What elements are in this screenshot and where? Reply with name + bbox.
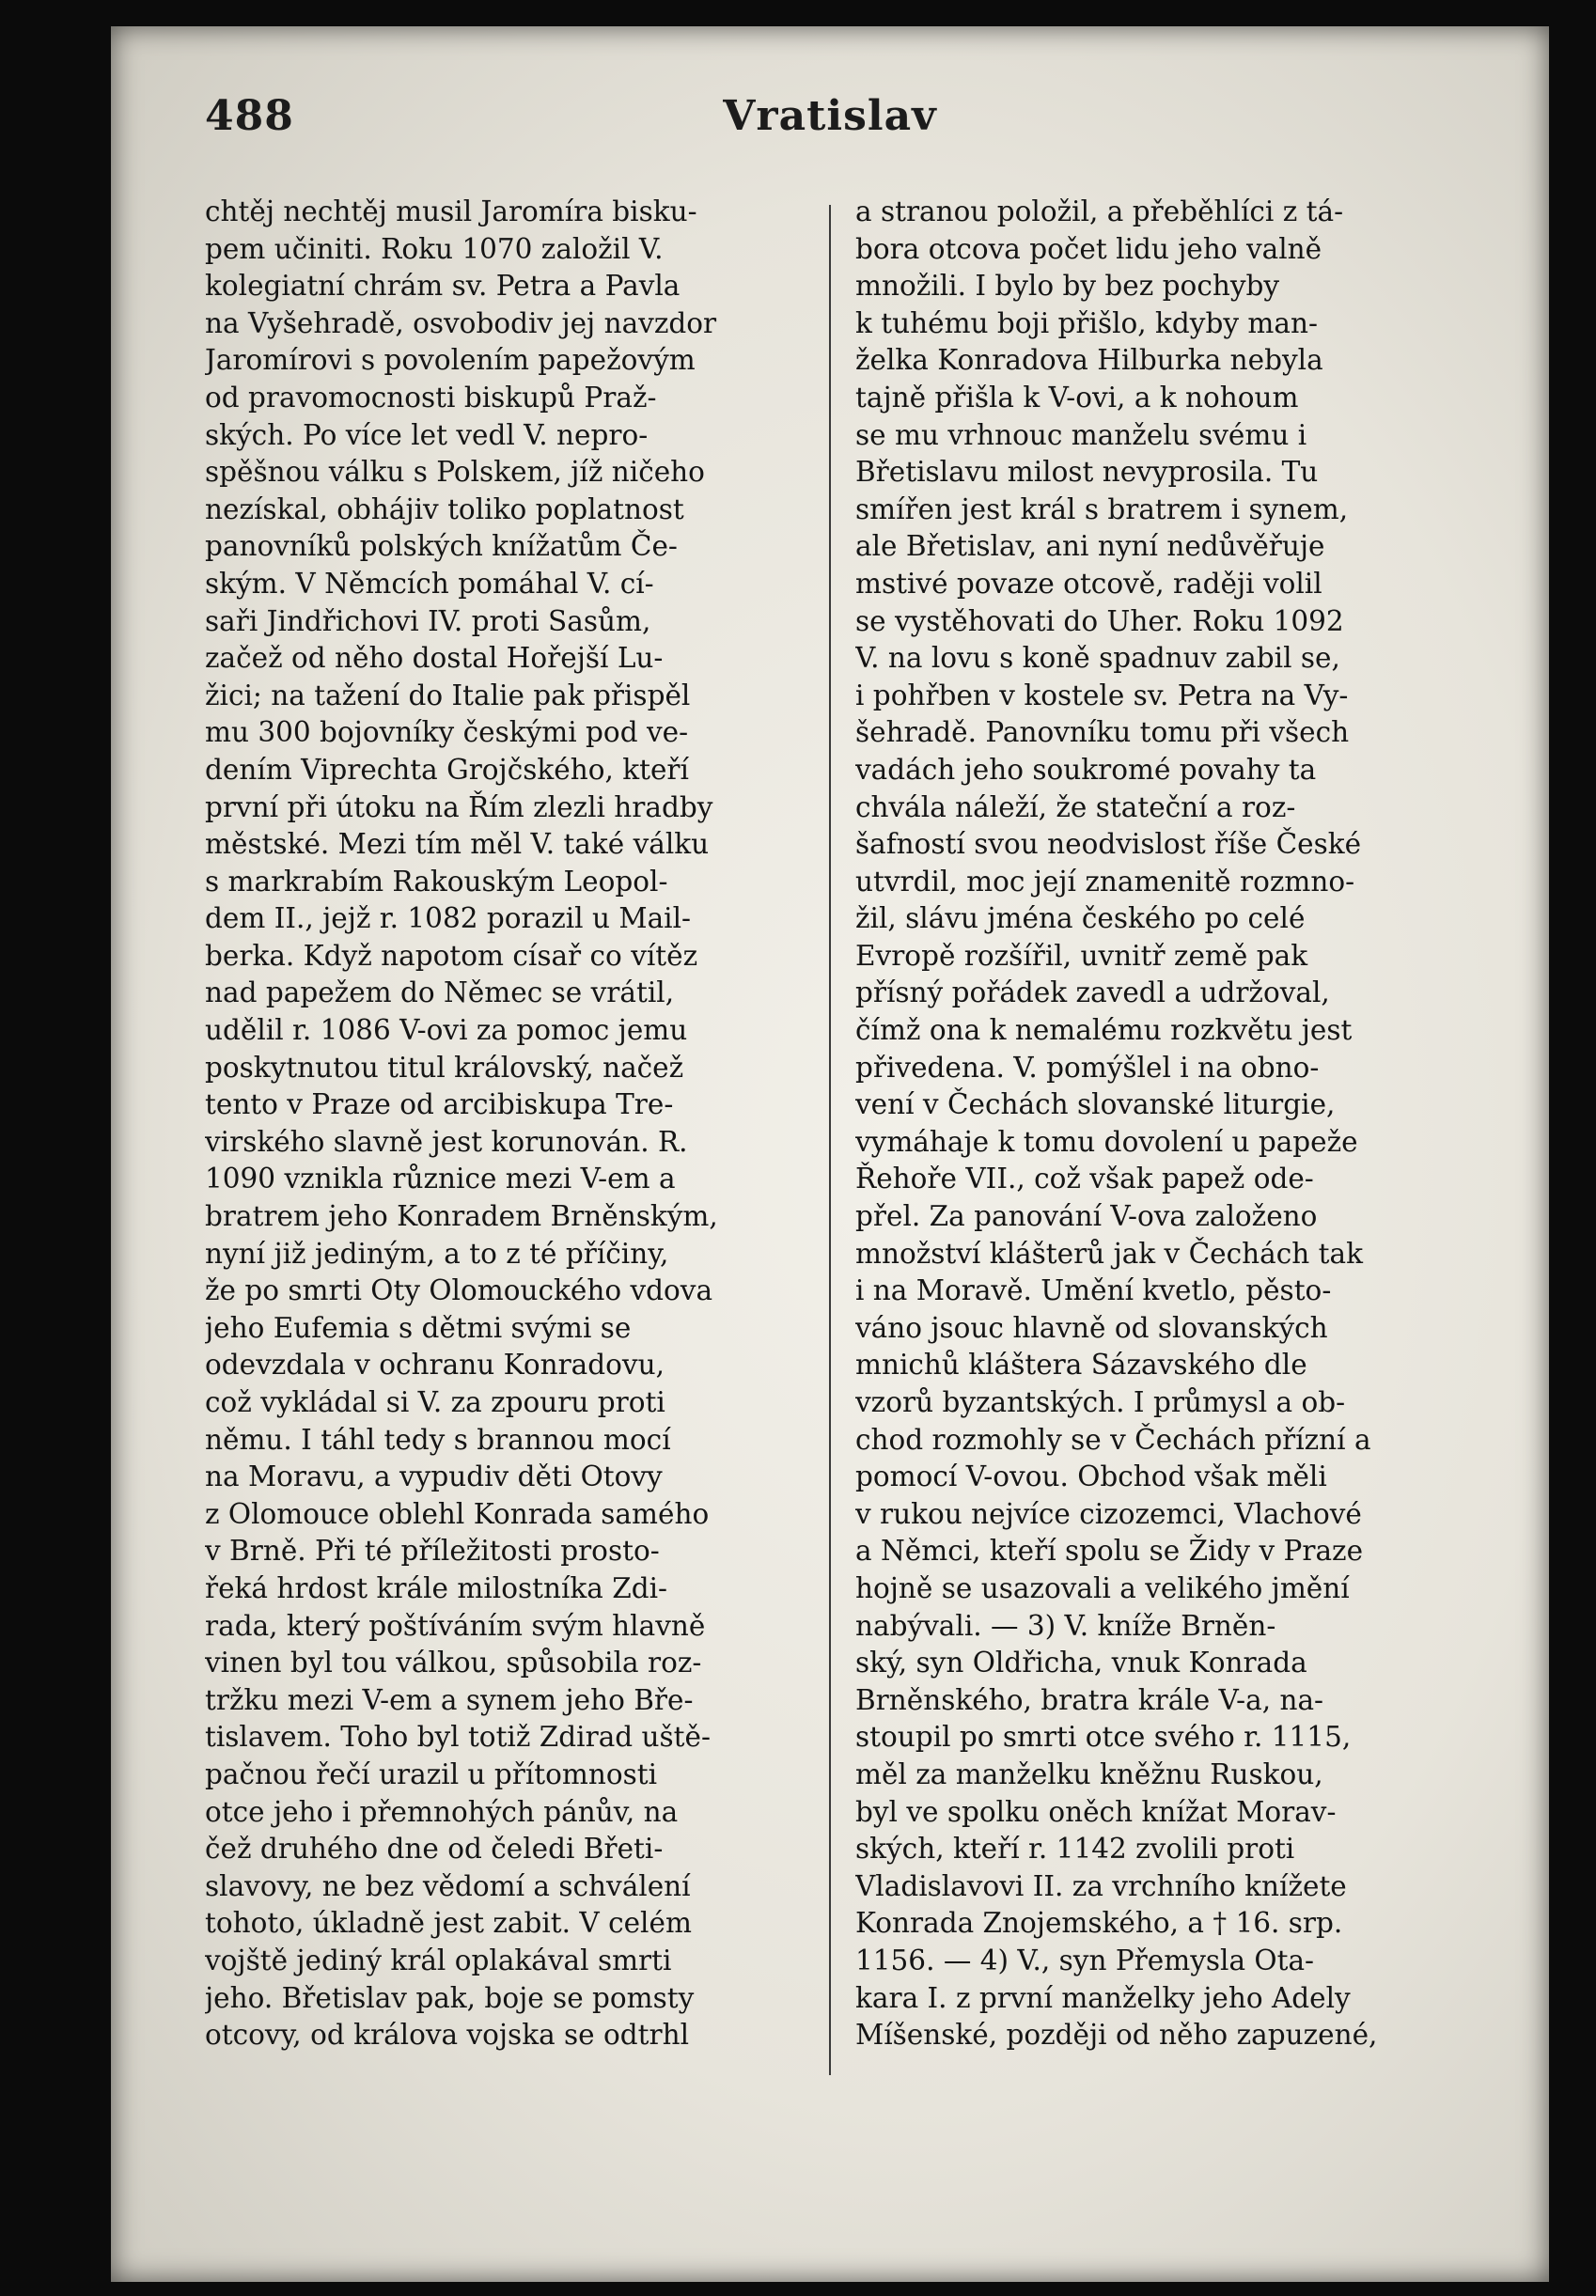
- text-line: panovníků polských knížatům Če-: [205, 530, 678, 563]
- running-title: Vratislav: [723, 92, 937, 140]
- text-line: pem učiniti. Roku 1070 založil V.: [205, 232, 664, 265]
- text-line: slavovy, ne bez vědomí a schválení: [205, 1869, 691, 1902]
- text-line: poskytnutou titul královský, načež: [205, 1051, 684, 1084]
- text-line: začež od něho dostal Hořejší Lu-: [205, 642, 664, 675]
- text-line: šafností svou neodvislost říše České: [855, 828, 1362, 861]
- book-page: [111, 26, 1549, 2282]
- text-line: spěšnou válku s Polskem, jíž ničeho: [205, 456, 705, 489]
- text-line: Míšenské, později od něho zapuzené,: [855, 2019, 1378, 2052]
- text-line: vinen byl tou válkou, spůsobila roz-: [205, 1647, 702, 1679]
- text-line: řeká hrdost krále milostníka Zdi-: [205, 1571, 668, 1604]
- text-line: městské. Mezi tím měl V. také válku: [205, 828, 710, 861]
- text-line: V. na lovu s koně spadnuv zabil se,: [855, 642, 1340, 675]
- text-line: množství klášterů jak v Čechách tak: [855, 1237, 1363, 1270]
- text-line: saři Jindřichovi IV. proti Sasům,: [205, 604, 651, 637]
- text-line: chvála náleží, že stateční a roz-: [855, 790, 1296, 823]
- text-line: i na Moravě. Umění kvetlo, pěsto-: [855, 1274, 1332, 1307]
- text-line: jeho Eufemia s dětmi svými se: [205, 1311, 632, 1344]
- text-line: Vladislavovi II. za vrchního knížete: [855, 1869, 1347, 1902]
- text-line: hojně se usazovali a velikého jmění: [855, 1571, 1350, 1604]
- text-line: berka. Když napotom císař co vítěz: [205, 939, 698, 972]
- text-line: stoupil po smrti otce svého r. 1115,: [855, 1721, 1352, 1754]
- text-line: virského slavně jest korunován. R.: [205, 1125, 688, 1158]
- left-text-column: [205, 194, 816, 2054]
- text-line: na Vyšehradě, osvobodiv jej navzdor: [205, 306, 717, 339]
- text-line: pomocí V-ovou. Obchod však měli: [855, 1460, 1327, 1493]
- text-line: na Moravu, a vypudiv děti Otovy: [205, 1460, 663, 1493]
- text-line: vymáhaje k tomu dovolení u papeže: [855, 1125, 1358, 1158]
- text-line: rada, který poštíváním svým hlavně: [205, 1609, 706, 1642]
- text-line: smířen jest král s bratrem i synem,: [855, 492, 1349, 525]
- text-line: odevzdala v ochranu Konradovu,: [205, 1349, 665, 1382]
- text-line: a Němci, kteří spolu se Židy v Praze: [855, 1535, 1364, 1568]
- text-line: 1090 vznikla různice mezi V-em a: [205, 1163, 676, 1195]
- text-line: udělil r. 1086 V-ovi za pomoc jemu: [205, 1014, 688, 1047]
- text-line: vojště jediný král oplakával smrti: [205, 1944, 672, 1976]
- text-line: od pravomocnosti biskupů Praž-: [205, 381, 657, 414]
- column-divider: [829, 205, 831, 2075]
- text-line: tislavem. Toho byl totiž Zdirad uště-: [205, 1721, 711, 1754]
- text-line: želka Konradova Hilburka nebyla: [855, 344, 1323, 377]
- text-line: ských, kteří r. 1142 zvolili proti: [855, 1833, 1295, 1866]
- text-line: otcovy, od králova vojska se odtrhl: [205, 2019, 690, 2052]
- text-line: nyní již jediným, a to z té příčiny,: [205, 1237, 669, 1270]
- text-line: utvrdil, moc její znamenitě rozmno-: [855, 865, 1355, 898]
- text-line: přísný pořádek zavedl a udržoval,: [855, 976, 1330, 1009]
- text-line: byl ve spolku oněch knížat Morav-: [855, 1795, 1337, 1828]
- text-line: vzorů byzantských. I průmysl a ob-: [855, 1386, 1346, 1418]
- text-line: což vykládal si V. za zpouru proti: [205, 1386, 665, 1418]
- text-line: tohoto, úkladně jest zabit. V celém: [205, 1907, 692, 1940]
- text-line: přel. Za panování V-ova založeno: [855, 1200, 1318, 1233]
- page-number: 488: [205, 92, 294, 140]
- text-line: vení v Čechách slovanské liturgie,: [855, 1088, 1336, 1121]
- text-line: první při útoku na Řím zlezli hradby: [205, 790, 713, 823]
- text-line: s markrabím Rakouským Leopol-: [205, 865, 668, 898]
- text-line: váno jsouc hlavně od slovanských: [855, 1311, 1328, 1344]
- text-line: žici; na tažení do Italie pak přispěl: [205, 679, 691, 711]
- text-line: němu. I táhl tedy s brannou mocí: [205, 1423, 671, 1456]
- text-line: Konrada Znojemského, a † 16. srp.: [855, 1907, 1343, 1940]
- text-line: Břetislavu milost nevyprosila. Tu: [855, 456, 1319, 489]
- text-line: mu 300 bojovníky českými pod ve-: [205, 716, 689, 749]
- text-line: Evropě rozšířil, uvnitř země pak: [855, 939, 1308, 972]
- text-line: k tuhému boji přišlo, kdyby man-: [855, 306, 1318, 339]
- text-line: jeho. Břetislav pak, boje se pomsty: [205, 1981, 695, 2014]
- text-line: kara I. z první manželky jeho Adely: [855, 1981, 1351, 2014]
- text-line: bratrem jeho Konradem Brněnským,: [205, 1200, 718, 1233]
- text-line: bora otcova počet lidu jeho valně: [855, 232, 1322, 265]
- text-line: 1156. — 4) V., syn Přemysla Ota-: [855, 1944, 1315, 1976]
- text-line: že po smrti Oty Olomouckého vdova: [205, 1274, 713, 1307]
- text-line: mnichů kláštera Sázavského dle: [855, 1349, 1307, 1382]
- text-line: ským. V Němcích pomáhal V. cí-: [205, 567, 654, 600]
- text-line: ský, syn Oldřicha, vnuk Konrada: [855, 1647, 1307, 1679]
- text-line: vadách jeho soukromé povahy ta: [855, 753, 1317, 786]
- text-line: z Olomouce oblehl Konrada samého: [205, 1497, 710, 1530]
- text-line: čímž ona k nemalému rozkvětu jest: [855, 1014, 1353, 1047]
- text-line: měl za manželku kněžnu Ruskou,: [855, 1757, 1323, 1790]
- right-text-column: [855, 194, 1466, 2054]
- text-line: i pohřben v kostele sv. Petra na Vy-: [855, 679, 1349, 711]
- text-line: nezískal, obhájiv toliko poplatnost: [205, 492, 684, 525]
- text-line: Řehoře VII., což však papež ode-: [855, 1163, 1314, 1195]
- text-line: chtěj nechtěj musil Jaromíra bisku-: [205, 195, 697, 227]
- text-line: množili. I bylo by bez pochyby: [855, 270, 1280, 303]
- text-line: v Brně. Při té příležitosti prosto-: [205, 1535, 660, 1568]
- text-line: v rukou nejvíce cizozemci, Vlachové: [855, 1497, 1362, 1530]
- text-line: Brněnského, bratra krále V-a, na-: [855, 1683, 1324, 1716]
- text-line: šehradě. Panovníku tomu při všech: [855, 716, 1350, 749]
- text-line: přivedena. V. pomýšlel i na obno-: [855, 1051, 1320, 1084]
- text-line: kolegiatní chrám sv. Petra a Pavla: [205, 270, 681, 303]
- text-line: nabývali. — 3) V. kníže Brněn-: [855, 1609, 1276, 1642]
- text-line: nad papežem do Němec se vrátil,: [205, 976, 675, 1009]
- page-header: [205, 92, 1455, 148]
- text-line: pačnou řečí urazil u přítomnosti: [205, 1757, 658, 1790]
- text-line: mstivé povaze otcově, raději volil: [855, 567, 1322, 600]
- text-line: a stranou položil, a přeběhlíci z tá-: [855, 195, 1344, 227]
- text-line: dením Viprechta Grojčského, kteří: [205, 753, 689, 786]
- text-line: chod rozmohly se v Čechách přízní a: [855, 1423, 1371, 1456]
- text-line: se mu vrhnouc manželu svému i: [855, 418, 1307, 451]
- text-line: otce jeho i přemnohých pánův, na: [205, 1795, 679, 1828]
- text-line: dem II., jejž r. 1082 porazil u Mail-: [205, 902, 691, 935]
- text-line: ale Břetislav, ani nyní nedůvěřuje: [855, 530, 1325, 563]
- text-line: ských. Po více let vedl V. nepro-: [205, 418, 649, 451]
- text-line: čež druhého dne od čeledi Břeti-: [205, 1833, 664, 1866]
- text-line: se vystěhovati do Uher. Roku 1092: [855, 604, 1344, 637]
- text-line: tržku mezi V-em a synem jeho Bře-: [205, 1683, 694, 1716]
- text-line: Jaromírovi s povolením papežovým: [205, 344, 696, 377]
- text-line: tento v Praze od arcibiskupa Tre-: [205, 1088, 674, 1121]
- text-line: žil, slávu jména českého po celé: [855, 902, 1306, 935]
- text-line: tajně přišla k V-ovi, a k nohoum: [855, 381, 1299, 414]
